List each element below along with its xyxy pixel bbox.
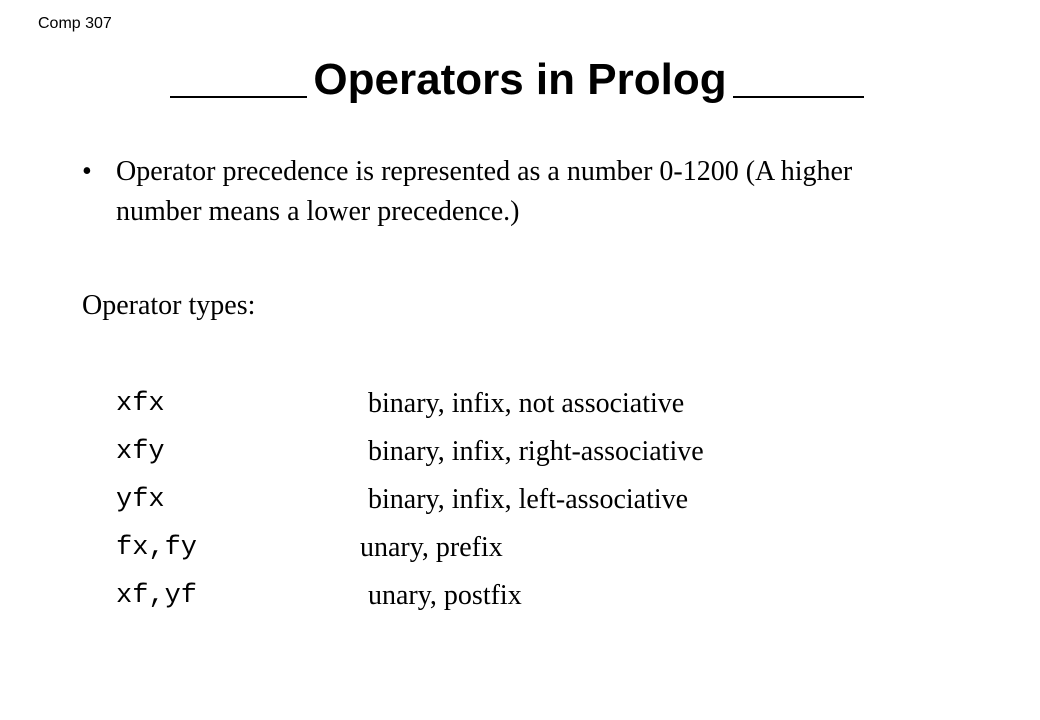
operator-row-xfy	[116, 432, 916, 472]
operator-row-xfx	[116, 384, 916, 424]
operator-row-yfx	[116, 480, 916, 520]
operator-description: binary, infix, right-associative	[368, 436, 704, 467]
slide-title	[0, 50, 1040, 110]
operator-row-xf-yf	[116, 576, 916, 616]
slide-title-text: Operators in Prolog	[307, 55, 732, 104]
operator-types-heading: Operator types:	[82, 290, 256, 321]
operator-description: binary, infix, left-associative	[368, 484, 689, 515]
operator-code: xfy	[116, 437, 165, 467]
operator-description: binary, infix, not associative	[368, 388, 685, 419]
bullet-icon: •	[82, 156, 92, 187]
bullet-text: Operator precedence is represented as a number 0-1200 (A higher number means a lower precedence.)	[116, 156, 853, 227]
operator-description: unary, prefix	[360, 532, 503, 563]
operator-description: unary, postfix	[368, 580, 522, 611]
operator-code: xfx	[116, 389, 165, 419]
course-label: Comp 307	[38, 15, 112, 32]
operator-row-fx-fy	[116, 528, 916, 568]
operator-code: fx,fy	[116, 533, 198, 563]
operator-code: xf,yf	[116, 581, 198, 611]
operator-code: yfx	[116, 485, 165, 515]
